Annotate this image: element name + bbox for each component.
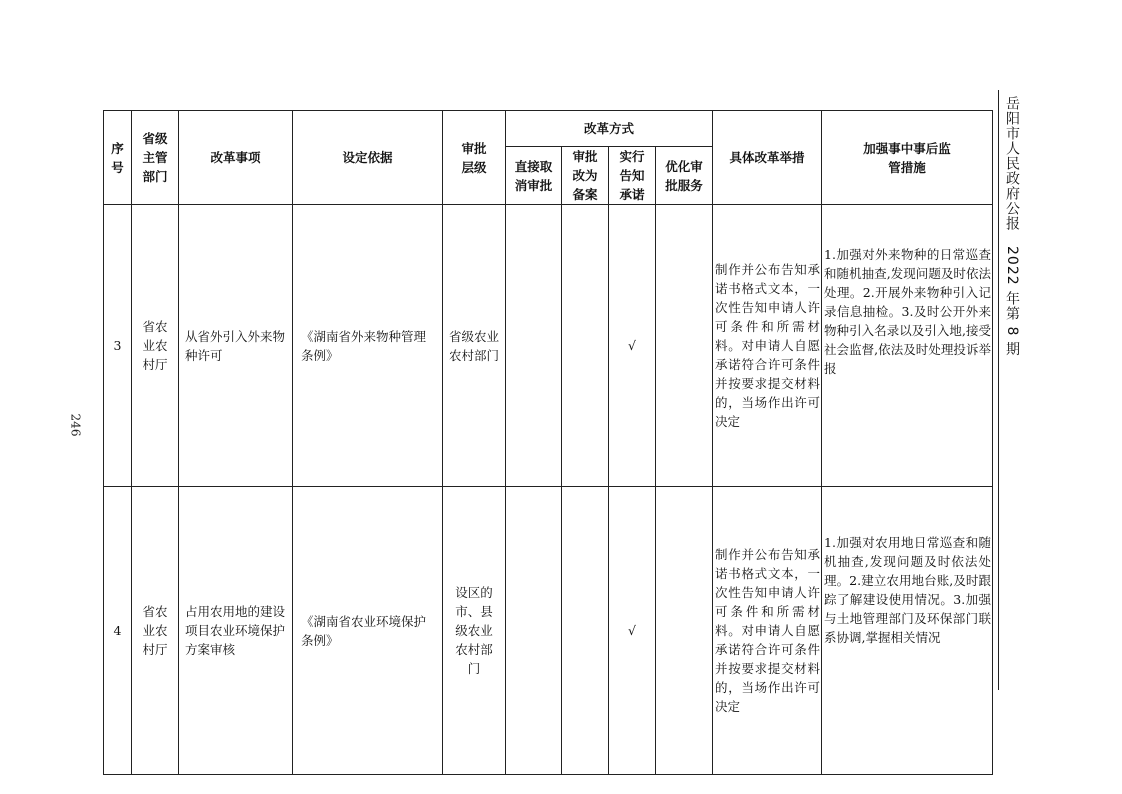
header-dept: 省级主管部门 [132,111,179,205]
header-method-optimize: 优化审批服务 [656,147,713,205]
page-number: 246 [68,413,83,437]
table-row [104,487,993,775]
header-row-1 [104,111,993,147]
row-measures: 制作并公布告知承诺书格式文本，一次性告知申请人许可条件和所需材料。对申请人自愿承诺符合许可条件并按要求提交材料的，当场作出许可决定 [713,487,822,775]
row-seq: 4 [104,487,132,775]
table-row [104,205,993,487]
row-method-filing [562,205,609,487]
row-level: 省级农业农村部门 [443,205,506,487]
row-method-optimize [656,487,713,775]
header-seq: 序号 [104,111,132,205]
journal-header: 岳阳市人民政府公报 2022 年第 8 期 [1004,96,1020,357]
row-dept: 省农业农村厅 [132,487,179,775]
row-measures: 制作并公布告知承诺书格式文本，一次性告知申请人许可条件和所需材料。对申请人自愿承诺符合许可条件并按要求提交材料的，当场作出许可决定 [713,205,822,487]
row-seq: 3 [104,205,132,487]
row-supervision: 1.加强对外来物种的日常巡查和随机抽查,发现问题及时依法处理。2.开展外来物种引入记录信息抽检。3.及时公开外来物种引入名录以及引入地,接受社会监督,依法及时处理投诉举报 [822,205,993,487]
row-method-filing [562,487,609,775]
row-basis: 《湖南省外来物种管理条例》 [293,205,443,487]
row-method-optimize [656,205,713,487]
row-dept: 省农业农村厅 [132,205,179,487]
row-level: 设区的市、县级农业农村部门 [443,487,506,775]
row-item: 从省外引入外来物种许可 [179,205,293,487]
reform-table [103,110,993,775]
row-method-cancel [506,205,562,487]
row-method-cancel [506,487,562,775]
row-basis: 《湖南省农业环境保护条例》 [293,487,443,775]
header-supervision: 加强事中事后监管措施 [822,111,993,205]
header-method-notify: 实行告知承诺 [609,147,656,205]
header-item: 改革事项 [179,111,293,205]
row-item: 占用农用地的建设项目农业环境保护方案审核 [179,487,293,775]
header-method-cancel: 直接取消审批 [506,147,562,205]
header-divider-line [998,90,999,690]
row-method-notify-check: √ [609,205,656,487]
header-measures: 具体改革举措 [713,111,822,205]
header-method-filing: 审批改为备案 [562,147,609,205]
header-methods-group: 改革方式 [506,111,713,147]
row-method-notify-check: √ [609,487,656,775]
header-basis: 设定依据 [293,111,443,205]
header-level: 审批层级 [443,111,506,205]
row-supervision: 1.加强对农用地日常巡查和随机抽查,发现问题及时依法处理。2.建立农用地台账,及时跟踪了解建设使用情况。3.加强与土地管理部门及环保部门联系协调,掌握相关情况 [822,487,993,775]
